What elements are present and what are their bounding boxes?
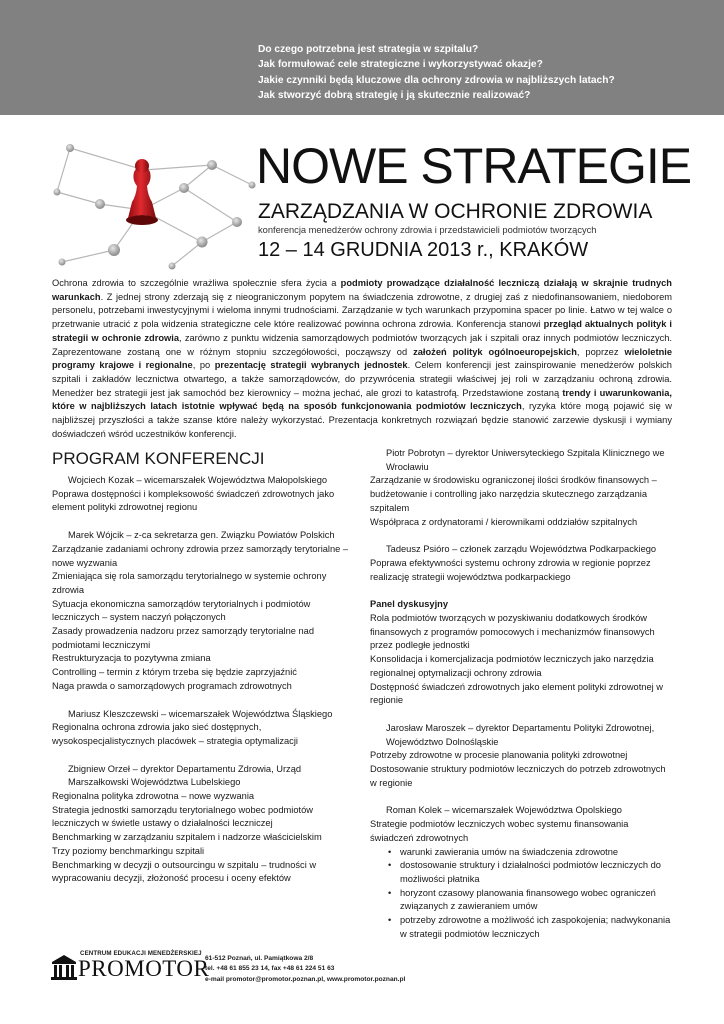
conference-note: konferencja menedżerów ochrony zdrowia i przedstawicieli podmiotów tworzących bbox=[258, 225, 597, 235]
topic-line: Poprawa dostępności i kompleksowość świadczeń zdrowotnych jako element polityki zdrowotnej regionu bbox=[52, 488, 335, 513]
topic-line: Zarządzanie w środowisku ograniczonej ilości środków finansowych – budżetowanie i controlling jako narzędzia skutecznego zarządzania szpitalem bbox=[370, 475, 657, 513]
program-block bbox=[370, 447, 672, 529]
bullet-item: • dostosowanie struktury i działalności podmiotów leczniczych do możliwości płatnika bbox=[388, 859, 672, 886]
topic-line: Strategia jednostki samorządu terytorialnego wobec podmiotów leczniczych w świetle ustawy o działalności leczniczej bbox=[52, 804, 313, 829]
program-right-column bbox=[370, 447, 672, 956]
intro-bold-text: wieloletnie programy krajowe i regionalne bbox=[52, 346, 672, 371]
program-block bbox=[52, 708, 354, 749]
question-item: Jak formułować cele strategiczne i wykorzystywać okazje? bbox=[258, 59, 543, 71]
topic-line: Konsolidacja i komercjalizacja podmiotów leczniczych jako narzędzia regionalnej optymalizacji ochrony zdrowia bbox=[370, 654, 654, 678]
intro-bold-text: prezentację strategii wybranych jednostek bbox=[214, 360, 408, 371]
topic-line: Zarządzanie zadaniami ochrony zdrowia przez samorządy terytorialne – nowe wyzwania bbox=[52, 543, 349, 568]
network-illustration bbox=[52, 130, 257, 270]
topic-line: Benchmarking w zarządzaniu szpitalem i nadzorze właścicielskim bbox=[52, 832, 322, 843]
address-line: 61-512 Poznań, ul. Pamiątkowa 2/8 bbox=[205, 955, 314, 962]
speaker-name: Zbigniew Orzeł – dyrektor Departamentu Zdrowia, Urząd Marszałkowski Województwa Lubelskiego bbox=[68, 763, 302, 788]
bullet-item: • potrzeby zdrowotne a możliwość ich zaspokojenia; nadwykonania w strategii podmiotów leczniczych bbox=[388, 914, 672, 941]
question-list bbox=[258, 42, 615, 103]
intro-text: , zarówno z punktu widzenia samorządowych podmiotów tworzących jak i szpitali oraz innych podmiotów leczniczych. Zaprezentowane zostaną one w różnym stopniu szczegółowości, począwszy od bbox=[52, 332, 672, 357]
topic-line: Naga prawda o samorządowych programach zdrowotnych bbox=[52, 680, 292, 691]
question-item: Jakie czynniki będą kluczowe dla ochrony zdrowia w najbliższych latach? bbox=[258, 74, 615, 86]
program-left-column bbox=[52, 474, 354, 900]
intro-bold-text: trendy i uwarunkowania, które w najbliższych latach istotnie wpływać będą na sposób funkcjonowania podmiotów leczniczych bbox=[52, 387, 672, 412]
program-block bbox=[370, 804, 672, 941]
intro-text: . Celem konferencji jest zainspirowanie menedżerów polskich szpitali i zakładów lecznictwa otwartego, a także samorządowców, do przywrócenia strategii właściwej jej roli w zarządzaniu ochroną zdrowia. Menedżer bez strategii jest jak samochód bez kierownicy – można jechać, ale grozi to katastrofą. Przedstawione zostaną bbox=[52, 360, 672, 398]
question-item: Jak stworzyć dobrą strategię i ją skutecznie realizować? bbox=[258, 89, 531, 101]
topic-line: Współpraca z ordynatorami / kierownikami oddziałów szpitalnych bbox=[370, 516, 638, 527]
building-icon bbox=[50, 953, 78, 981]
intro-text: , po bbox=[192, 360, 215, 371]
intro-text: . Z jednej strony zderzają się z nieograniczonym popytem na świadczenia zdrowotne, z drugiej zaś z niedofinansowaniem, niedoborem personelu, potrzebami inwestycyjnymi i wieloma innymi trudnościami. Zarządzanie w tych warunkach przypomina spacer po linie. Łatwo w tej walce o przetrwanie utracić z pola widzenia strategiczne cele które realizować powinna ochrona zdrowia. Konferencja stanowi bbox=[52, 291, 672, 330]
topic-line: Strategie podmiotów leczniczych wobec systemu finansowania świadczeń zdrowotnych bbox=[370, 819, 629, 843]
intro-bold-text: założeń polityk ogólnoeuropejskich bbox=[413, 346, 577, 357]
promotor-logo[interactable] bbox=[50, 950, 210, 984]
program-block bbox=[52, 529, 354, 693]
intro-bold-text: przegląd aktualnych polityk i strategii w ochronie zdrowia bbox=[52, 319, 672, 343]
email-line[interactable]: e-mail promotor@promotor.poznan.pl, www.promotor.poznan.pl bbox=[205, 975, 406, 983]
speaker-name: Wojciech Kozak – wicemarszałek Województwa Małopolskiego bbox=[68, 475, 328, 485]
intro-text: , ryzyka które mogą pojawić się w najbliższej przyszłości a także szanse które należy wykorzystać. Prezentacja konkretnych rozwiązań będzie stanowić zarzewie dyskusji i wymiany doświadczeń wśród uczestników konferencji. bbox=[52, 401, 673, 439]
logo-tagline: CENTRUM EDUKACJI MENEDŻERSKIEJ bbox=[80, 950, 202, 957]
topic-line: Dostosowanie struktury podmiotów leczniczych do potrzeb zdrowotnych w regionie bbox=[370, 764, 666, 788]
speaker-name: Jarosław Maroszek – dyrektor Departamentu Polityki Zdrowotnej, Województwo Dolnośląskie bbox=[386, 722, 655, 747]
intro-text: Ochrona zdrowia to szczególnie wrażliwa społecznie sfera życia a bbox=[52, 278, 341, 288]
topic-line: Poprawa efektywności systemu ochrony zdrowia w regionie poprzez realizację strategii województwa podkarpackiego bbox=[370, 557, 651, 582]
topic-line: Zmieniająca się rola samorządu terytorialnego w systemie ochrony zdrowia bbox=[52, 571, 327, 595]
phone-line: tel. +48 61 855 23 14, fax +48 61 224 51 63 bbox=[205, 965, 335, 973]
speaker-name: Marek Wójcik – z-ca sekretarza gen. Związku Powiatów Polskich bbox=[68, 530, 335, 541]
speaker-name: Mariusz Kleszczewski – wicemarszałek Województwa Śląskiego bbox=[68, 708, 333, 719]
contact-info bbox=[205, 954, 405, 985]
topic-line: Regionalna ochrona zdrowia jako sieć dostępnych, wysokospecjalistycznych placówek – strategia optymalizacji bbox=[52, 722, 298, 746]
program-block bbox=[52, 763, 354, 886]
topic-line: Sytuacja ekonomiczna samorządów terytorialnych i podmiotów leczniczych – system naczyń połączonych bbox=[52, 598, 311, 623]
speaker-name: Roman Kolek – wicemarszałek Województwa Opolskiego bbox=[386, 805, 622, 816]
program-title: PROGRAM KONFERENCJI bbox=[52, 449, 265, 468]
topic-line: Restrukturyzacja to pozytywna zmiana bbox=[52, 653, 211, 664]
question-item: Do czego potrzebna jest strategia w szpitalu? bbox=[258, 44, 479, 55]
topic-line: Dostępność świadczeń zdrowotnych jako element polityki zdrowotnej w regionie bbox=[370, 681, 663, 706]
intro-paragraph bbox=[52, 277, 672, 441]
subtitle: ZARZĄDZANIA W OCHRONIE ZDROWIA bbox=[258, 200, 653, 223]
date-location: 12 – 14 GRUDNIA 2013 r., KRAKÓW bbox=[258, 239, 589, 261]
topic-line: Controlling – termin z którym trzeba się będzie zaprzyjaźnić bbox=[52, 667, 297, 678]
speaker-name: Tadeusz Psióro – członek zarządu Województwa Podkarpackiego bbox=[386, 544, 657, 555]
topic-line: Rola podmiotów tworzących w pozyskiwaniu dodatkowych środków finansowych z programów pomocowych i mechanizmów finansowych przez podległe jednostki bbox=[370, 613, 655, 651]
topic-line: Trzy poziomy benchmarkingu szpitali bbox=[52, 845, 205, 856]
intro-bold-text: podmioty prowadzące działalność leczniczą działają w skrajnie trudnych warunkach bbox=[52, 278, 672, 302]
topic-line: Zasady prowadzenia nadzoru przez samorządy terytorialne nad podmiotami leczniczymi bbox=[52, 626, 315, 650]
bullet-list bbox=[370, 846, 672, 942]
intro-text: , poprzez bbox=[576, 346, 625, 357]
topic-line: Potrzeby zdrowotne w procesie planowania polityki zdrowotnej bbox=[370, 750, 628, 761]
header-banner bbox=[0, 0, 724, 115]
program-block bbox=[370, 722, 672, 791]
panel-block bbox=[370, 598, 672, 708]
topic-line: Benchmarking w decyzji o outsourcingu w szpitalu – trudności w wypracowaniu decyzji, złożoność procesu i oceny efektów bbox=[52, 859, 317, 884]
main-title: NOWE STRATEGIE bbox=[256, 138, 692, 194]
topic-line: Regionalna polityka zdrowotna – nowe wyzwania bbox=[52, 791, 255, 802]
bullet-item: • warunki zawierania umów na świadczenia zdrowotne bbox=[388, 846, 672, 860]
program-block bbox=[52, 474, 354, 515]
speaker-name: Piotr Pobrotyn – dyrektor Uniwersyteckiego Szpitala Klinicznego we Wrocławiu bbox=[386, 448, 665, 472]
logo-wordmark: PROMOTOR bbox=[78, 956, 210, 981]
bullet-item: • horyzont czasowy planowania finansowego wobec ograniczeń związanych z zawieraniem umów bbox=[388, 887, 672, 914]
panel-title: Panel dyskusyjny bbox=[370, 599, 449, 610]
program-block bbox=[370, 543, 672, 584]
